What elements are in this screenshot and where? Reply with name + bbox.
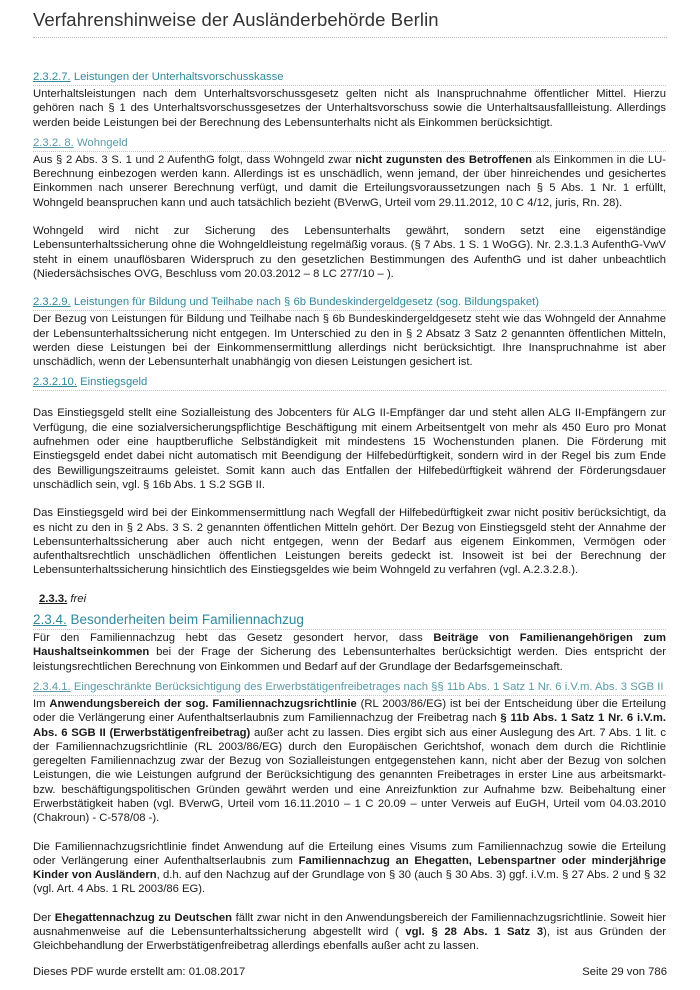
footer-created-date: Dieses PDF wurde erstellt am: 01.08.2017 <box>33 966 246 978</box>
paragraph: Der Bezug von Leistungen für Bildung und Teilhabe nach § 6b Bundeskindergeldgesetz steht wie das Wohngeld der Annahme der Lebensunterhaltssicherung nicht entgegen. Im Unterschied zu den in § 2 Absatz 3 Satz 2 genannten öffentlichen Mitteln, werden diese Leistungen bei der Einkommensermittlung allerdings nicht berücksichtigt. Ihre Inanspruchnahme ist aber unschädlich, wenn der Lebensunterhalt unabhängig von diesen Leistungen gesichert ist. <box>33 313 666 369</box>
paragraph: Das Einstiegsgeld wird bei der Einkommensermittlung nach Wegfall der Hilfebedürftigkeit zwar nicht positiv berücksichtigt, da es nicht zu den in § 2 Abs. 3 S. 2 genannten öffentlichen Mitteln gehört. Der Bezug von Einstiegsgeld steht der Annahme der Lebensunterhaltssicherung aber auch nicht entgegen, wenn der Bedarf aus eigenem Einkommen, Vermögen oder aufenthaltsrechtlich unschädlichen öffentlichen Leistungen bereits gedeckt ist. Insoweit ist bei der Berechnung der Lebensunterhaltssicherung hinsichtlich des Einstiegsgeldes wie beim Wohngeld zu verfahren (vgl. A.2.3.2.8.). <box>33 507 666 577</box>
section-number[interactable]: 2.3.3. <box>39 592 68 605</box>
section-heading-234[interactable] <box>33 612 666 630</box>
section-title: Leistungen für Bildung und Teilhabe nach § 6b Bundeskindergeldgesetz (sog. Bildungspaket) <box>70 296 540 309</box>
paragraph: Der Ehegattennachzug zu Deutschen fällt zwar nicht in den Anwendungsbereich der Familiennachzugsrichtlinie. Soweit hier ausnahmenweise auf die Lebensunterhaltssicherung abgestellt wird ( vgl. § 28 Abs. 1 Satz 3), ist aus Gründen der Gleichbehandlung der Erwerbstätigenfreibetrag allerdings ebenfalls außer acht zu lassen. <box>33 911 666 953</box>
paragraph: Das Einstiegsgeld stellt eine Sozialleistung des Jobcenters für ALG II-Empfänger dar und steht allen ALG II-Empfängern zur Verfügung, die eine sozialversicherungspflichtige Beschäftigung mit einem Arbeitsentgelt von mehr als 450 Euro pro Monat aufnehmen oder eine hauptberufliche Selbständigkeit mit mindestens 15 Wochenstunden planen. Die Förderung mit Einstiegsgeld endet dabei nicht automatisch mit Beendigung der Hilfebedürftigkeit, sondern wird in der Regel bis zum Ende des Bewilligungszeitraums geleistet. Somit kann auch das Entfallen der Hilfebedürftigkeit während der Förderungsdauer unschädlich sein, vgl. § 16b Abs. 1 S.2 SGB II. <box>33 407 666 491</box>
paragraph: Unterhaltsleistungen nach dem Unterhaltsvorschussgesetz gelten nicht als Inanspruchnahme öffentlicher Mittel. Hierzu gehören nach § 1 des Unterhaltsvorschussgesetzes der Unterhaltsvorschuss sowie die Unterhaltsausfallleistung. Allerdings werden beide Leistungen bei der Berechnung des Lebensunterhalts nicht als Einkommen berücksichtigt. <box>33 88 666 129</box>
section-number[interactable]: 2.3.2.7. <box>33 71 71 83</box>
section-233: 2.3.3. frei <box>39 592 87 605</box>
paragraph: Die Familiennachzugsrichtlinie findet Anwendung auf die Erteilung eines Visums zum Familiennachzug sowie die Erteilung oder Verlängerung einer Aufenthaltserlaubnis zum Familiennachzug an Ehegatten, Lebenspartner oder minderjährige Kinder von Ausländern, d.h. auf den Nachzug auf der Grundlage von § 30 (auch § 30 Abs. 3) ggf. i.V.m. § 27 Abs. 2 und § 32 (vgl. Art. 4 Abs. 1 RL 2003/86 EG). <box>33 840 666 896</box>
section-heading-2329[interactable] <box>33 295 666 311</box>
section-heading-2341[interactable] <box>33 680 666 696</box>
section-heading-23210[interactable] <box>33 375 666 391</box>
paragraph: Aus § 2 Abs. 3 S. 1 und 2 AufenthG folgt, dass Wohngeld zwar nicht zugunsten des Betroffenen als Einkommen in die LU- Berechnung einbezogen werden kann. Allerdings ist es unschädlich, wenn jemand, der über hinreichendes und gesichertes Einkommen nach unserer Berechnung verfügt, und damit die Erteilungsvoraussetzungen nach § 5 Abs. 1 Nr. 1 erfüllt, Wohngeld beanspruchen kann und auch tatsächlich bezieht (BVerwG, Urteil vom 29.11.2012, 10 C 4/12, juris, Rn. 28). <box>33 153 666 209</box>
section-number[interactable]: 2.3.4.1. <box>33 680 71 693</box>
section-number[interactable]: 2.3.2.10. <box>33 376 77 389</box>
footer-page-number: Seite 29 von 786 <box>582 966 667 978</box>
paragraph: Im Anwendungsbereich der sog. Familiennachzugsrichtlinie (RL 2003/86/EG) ist bei der Entscheidung über die Erteilung oder die Verlängerung einer Aufenthaltserlaubnis zum Familiennachzug der Freibetrag nach § 11b Abs. 1 Satz 1 Nr. 6 i.V.m. Abs. 6 SGB II (Erwerbstätigenfreibetrag) außer acht zu lassen. Dies ergibt sich aus einer Auslegung des Art. 7 Abs. 1 lit. c der Familiennachzugsrichtlinie (RL 2003/86/EG) durch den Europäischen Gerichtshof, wonach dem durch die Richtlinie geregelten Familiennachzug zwar der Bezug von Sozialleistungen entgegenstehen kann, nicht aber der Bezug von solchen Leistungen, die wie Leistungen aufgrund der Berücksichtigung des genannten Freibetrages in erster Line aus arbeitsmarkt- bzw. beschäftigungspolitischen Gründen gewährt werden und eine Anreizfunktion zur Aufnahme bzw. Beibehaltung einer Erwerbstätigkeit haben (vgl. BVerwG, Urteil vom 16.11.2010 – 1 C 20.09 – unter Verweis auf EuGH, Urteil vom 04.03.2010 (Chakroun) - C-578/08 -). <box>33 697 667 825</box>
section-title: Einstiegsgeld <box>76 376 148 389</box>
title-divider <box>33 37 667 38</box>
paragraph: Wohngeld wird nicht zur Sicherung des Lebensunterhalts gewährt, sondern setzt eine eigenständige Lebensunterhaltssicherung ohne die Wohngeldleistung regelmäßig voraus. (§ 7 Abs. 1 S. 1 WoGG). Nr. 2.3.1.3 AufenthG-VwV steht in einem unauflösbaren Widerspruch zu den gesetzlichen Bestimmungen des AufenthG und ist daher unbeachtlich (Niedersächsisches OVG, Beschluss vom 20.03.2012 – 8 LC 277/10 – ). <box>33 225 666 280</box>
section-title: Besonderheiten beim Familiennachzug <box>66 612 304 628</box>
document-body <box>33 70 666 954</box>
section-title: Leistungen der Unterhaltsvorschusskasse <box>70 71 284 83</box>
section-title: Wohngeld <box>73 136 128 149</box>
paragraph: Für den Familiennachzug hebt das Gesetz gesondert hervor, dass Beiträge von Familienangehörigen zum Haushaltseinkommen bei der Frage der Sicherung des Lebensunterhaltes berücksichtigt werden. Dies entspricht der leistungsrechtlichen Berechnung von Einkommen und Bedarf auf der Grundlage der Bedarfsgemeinschaft. <box>33 632 666 673</box>
section-number[interactable]: 2.3.4. <box>33 612 67 628</box>
section-number[interactable]: 2.3.2. 8. <box>33 136 74 149</box>
section-heading-2328[interactable] <box>33 136 666 152</box>
section-number[interactable]: 2.3.2.9. <box>33 296 71 309</box>
section-heading-2327[interactable] <box>33 70 666 86</box>
section-title: Eingeschränkte Berücksichtigung des Erwerbstätigenfreibetrages nach §§ 11b Abs. 1 Satz 1 Nr. 6 i.V.m. Abs. 3 SGB II <box>70 680 664 693</box>
page-title: Verfahrenshinweise der Ausländerbehörde Berlin <box>33 9 439 30</box>
